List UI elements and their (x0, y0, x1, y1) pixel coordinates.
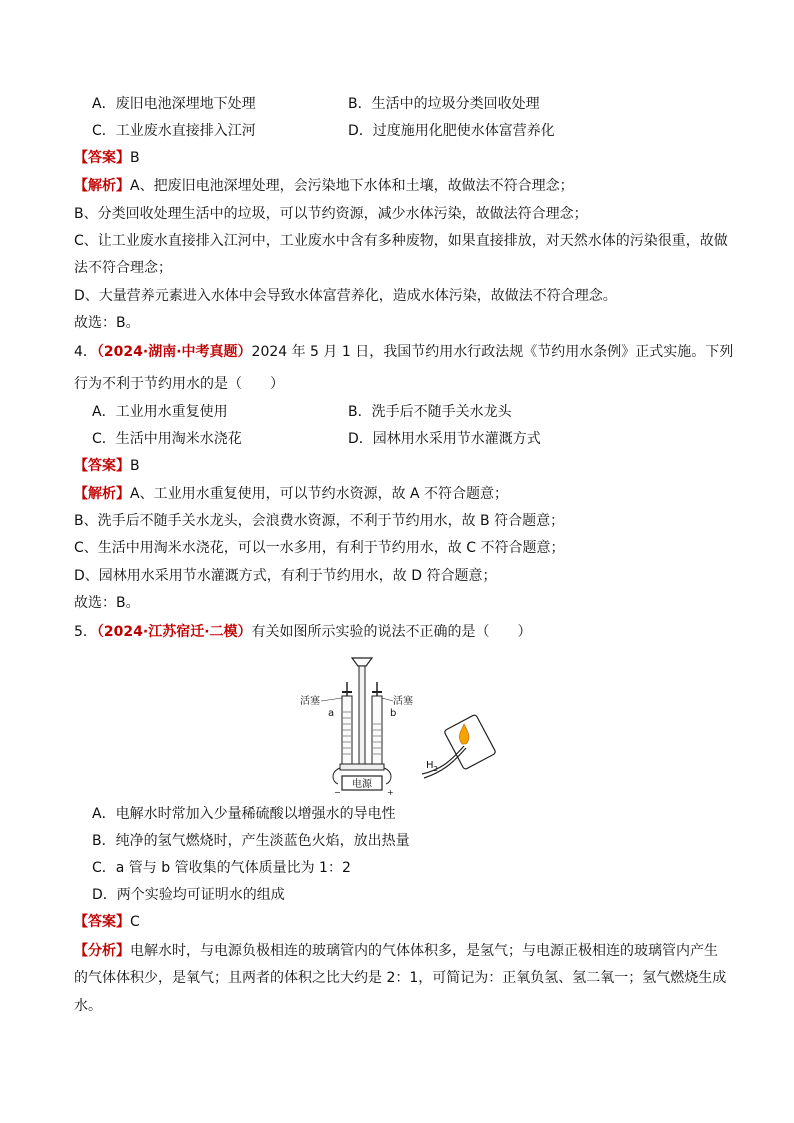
question-number: 4． (74, 344, 97, 360)
question-number: 5． (74, 624, 97, 640)
tube-b-label: b (390, 708, 397, 719)
q5-stem (74, 622, 532, 642)
q3-option-a: A．废旧电池深埋地下处理 (92, 96, 256, 112)
q3-option-c: C．工业废水直接排入江河 (92, 123, 256, 139)
q4-option-d: D．园林用水采用节水灌溉方式 (348, 431, 541, 447)
power-label: 电源 (352, 779, 372, 790)
analysis-tag: 【解析】 (74, 486, 130, 502)
analysis-tag: 【解析】 (74, 178, 130, 194)
electrolysis-figure (290, 652, 530, 797)
q4-option-b: B．洗手后不随手关水龙头 (348, 404, 512, 420)
q4-option-a: A．工业用水重复使用 (92, 404, 228, 420)
q3-option-b: B．生活中的垃圾分类回收处理 (348, 96, 540, 112)
q3-analysis-line-1 (74, 176, 574, 196)
answer-value: B (130, 150, 140, 166)
q4-stem-line-1 (74, 342, 733, 362)
answer-tag: 【答案】 (74, 150, 130, 166)
q3-analysis-line-2: B、分类回收处理生活中的垃圾，可以节约资源，减少水体污染，故做法符合理念； (74, 206, 588, 222)
q3-answer (74, 148, 140, 168)
q4-analysis-line-1 (74, 484, 508, 504)
analysis-text: A、把废旧电池深埋处理，会污染地下水体和土壤，故做法不符合理念； (130, 178, 574, 194)
q5-option-a: A．电解水时常加入少量稀硫酸以增强水的导电性 (92, 806, 396, 822)
answer-tag: 【答案】 (74, 914, 130, 930)
q4-conclusion: 故选：B。 (74, 595, 140, 611)
gas-label: $H_2$ (426, 760, 438, 773)
q4-analysis-line-4: D、园林用水采用节水灌溉方式，有利于节约用水，故 D 符合题意； (74, 568, 497, 584)
question-stem: 2024 年 5 月 1 日，我国节约用水行政法规《节约用水条例》正式实施。下列 (251, 344, 734, 360)
answer-value: B (130, 458, 140, 474)
q4-answer (74, 456, 140, 476)
question-source: （2024·湖南·中考真题） (96, 344, 252, 360)
q3-analysis-line-4: 法不符合理念； (74, 260, 172, 276)
q5-option-d: D．两个实验均可证明水的组成 (92, 887, 285, 903)
q4-analysis-line-3: C、生活中用淘米水浇花，可以一水多用，有利于节约用水，故 C 不符合题意； (74, 540, 565, 556)
question-stem: 有关如图所示实验的说法不正确的是（ ） (251, 624, 532, 640)
question-source: （2024·江苏宿迁·二模） (96, 624, 252, 640)
q4-stem-line-2: 行为不利于节约用水的是（ ） (74, 376, 284, 392)
q5-analysis-line-2: 的气体体积少，是氧气；且两者的体积之比大约是 2：1，可简记为：正氧负氢、氢二氧一；氢气燃烧生成 (74, 970, 727, 986)
answer-value: C (130, 914, 140, 930)
svg-text:+: + (387, 788, 394, 797)
q5-analysis-line-3: 水。 (74, 998, 102, 1014)
q4-option-c: C．生活中用淘米水浇花 (92, 431, 242, 447)
stopcock-label-right: 活塞 (393, 696, 413, 707)
q4-analysis-line-2: B、洗手后不随手关水龙头，会浪费水资源，不利于节约用水，故 B 符合题意； (74, 513, 565, 529)
analysis-tag: 【分析】 (74, 943, 130, 959)
analysis-text: A、工业用水重复使用，可以节约水资源，故 A 不符合题意； (130, 486, 509, 502)
q3-analysis-line-5: D、大量营养元素进入水体中会导致水体富营养化，造成水体污染，故做法不符合理念。 (74, 288, 617, 304)
tube-a-label: a (328, 708, 335, 719)
q5-analysis-line-1 (74, 941, 718, 961)
svg-text:−: − (334, 788, 341, 797)
q5-option-c: C．a 管与 b 管收集的气体质量比为 1：2 (92, 860, 351, 876)
q3-option-d: D．过度施用化肥使水体富营养化 (348, 123, 555, 139)
q3-conclusion: 故选：B。 (74, 315, 140, 331)
analysis-text: 电解水时，与电源负极相连的玻璃管内的气体体积多，是氢气；与电源正极相连的玻璃管内产生 (130, 943, 718, 959)
q3-analysis-line-3: C、让工业废水直接排入江河中，工业废水中含有多种废物，如果直接排放，对天然水体的污染很重，故做 (74, 233, 728, 249)
q5-answer (74, 912, 140, 932)
answer-tag: 【答案】 (74, 458, 130, 474)
stopcock-label-left: 活塞 (300, 696, 320, 707)
q5-option-b: B．纯净的氢气燃烧时，产生淡蓝色火焰，放出热量 (92, 833, 410, 849)
